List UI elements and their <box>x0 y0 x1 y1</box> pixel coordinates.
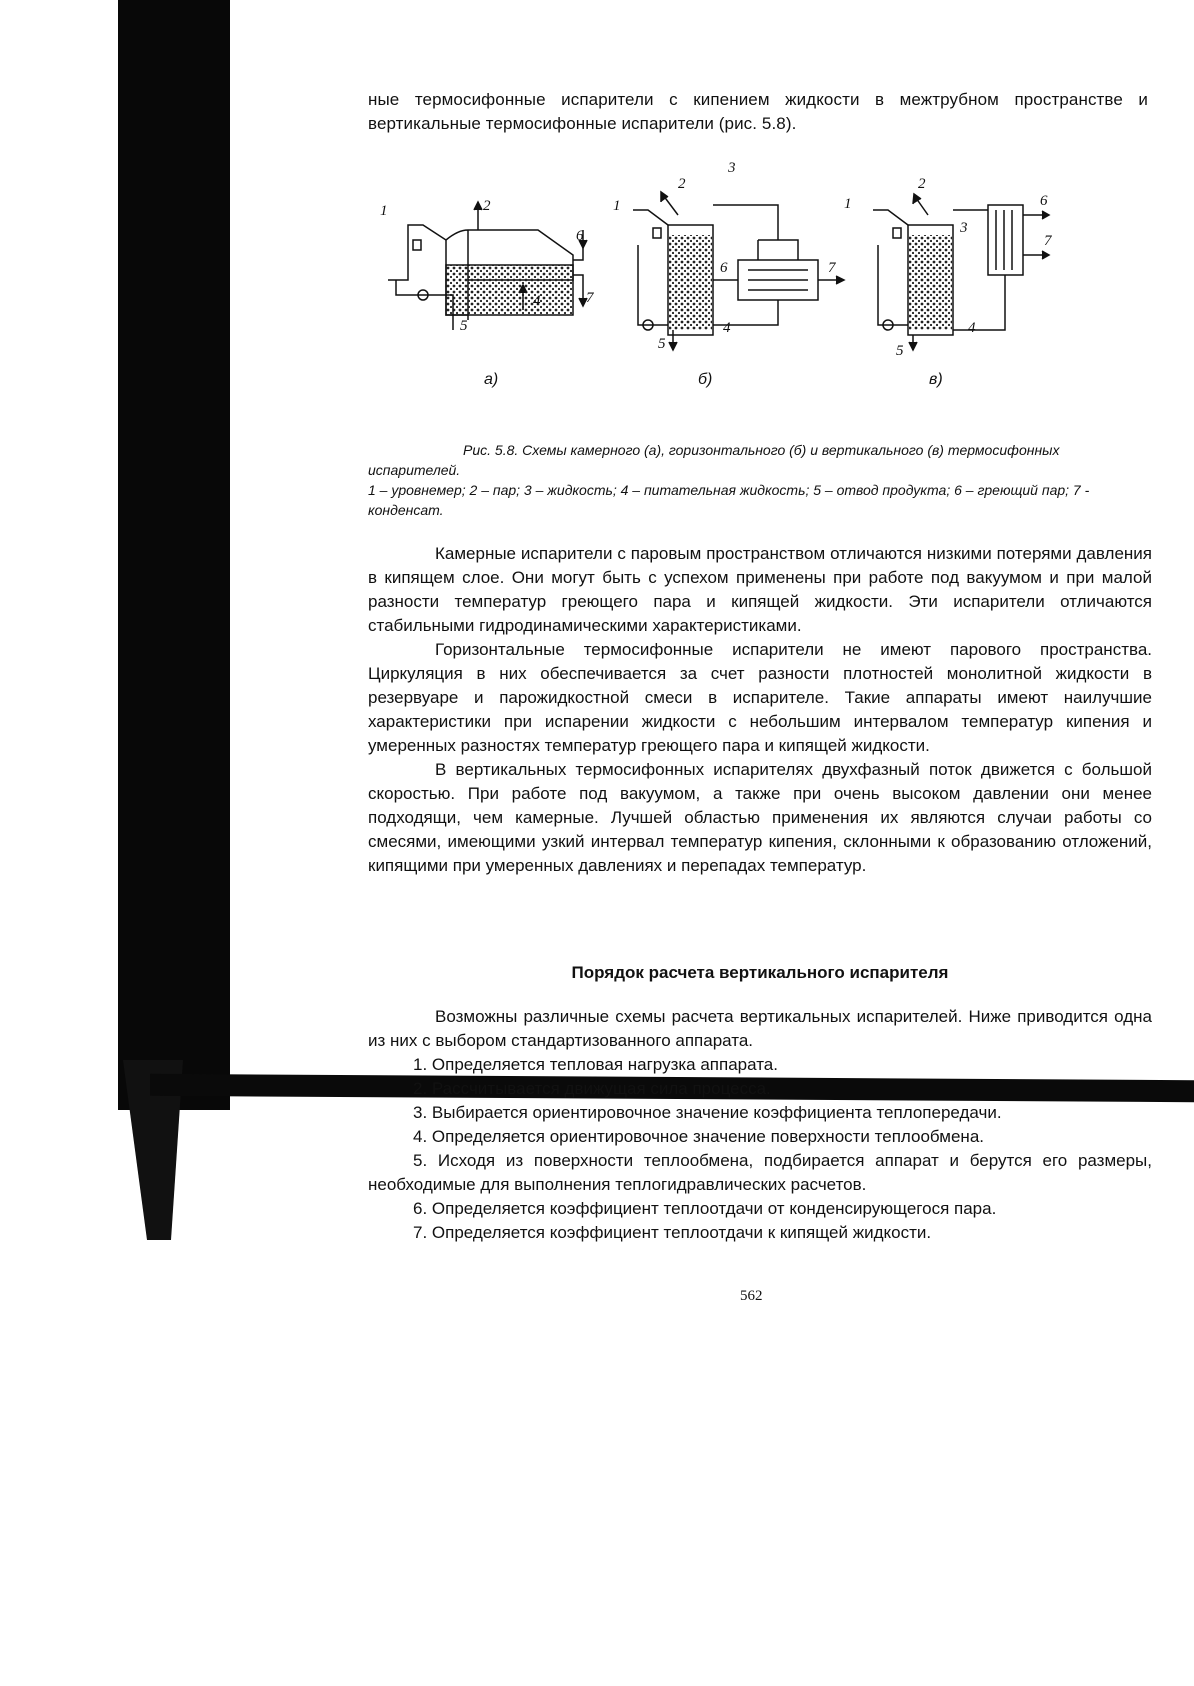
list-item: 6. Определяется коэффициент теплоотдачи от конденсирующегося пара. <box>413 1199 997 1218</box>
diagram-b-horizontal <box>633 192 844 350</box>
calc-steps <box>368 1053 1152 1245</box>
fig-c-label-1: 1 <box>844 196 852 212</box>
fig-a-label-4: 4 <box>533 293 541 309</box>
fig-c-label-4: 4 <box>968 320 976 336</box>
scan-edge-shadow <box>118 0 230 1110</box>
list-item: 1. Определяется тепловая нагрузка аппарата. <box>413 1055 778 1074</box>
fig-a-label-5: 5 <box>460 318 468 334</box>
fig-b-label-7: 7 <box>828 260 836 276</box>
caption-legend: 1 – уровнемер; 2 – пар; 3 – жидкость; 4 – питательная жидкость; 5 – отвод продукта; 6 – греющий пар; 7 - конденсат. <box>368 482 1090 518</box>
paragraph-2: Горизонтальные термосифонные испарители не имеют парового пространства. Циркуляция в них обеспечивается за счет разности плотностей монолитной жидкости в резервуаре и парожидкостной смеси в испарителе. Такие аппараты имеют наилучшие характеристики при испарении жидкости с небольшим интервалом температур кипения и умеренных разностях температур греющего пара и кипящей жидкости. <box>368 640 1152 755</box>
list-item: 7. Определяется коэффициент теплоотдачи к кипящей жидкости. <box>413 1223 932 1242</box>
fig-c-label-2: 2 <box>918 176 926 192</box>
list-item: 3. Выбирается ориентировочное значение коэффициента теплопередачи. <box>413 1103 1002 1122</box>
fig-c-label-6: 6 <box>1040 193 1048 209</box>
section-heading: Порядок расчета вертикального испарителя <box>571 963 949 982</box>
fig-b-label-3: 3 <box>728 160 736 176</box>
fig-c-label-7: 7 <box>1044 233 1052 249</box>
fig-c-label-5: 5 <box>896 343 904 359</box>
diagram-c-vertical <box>873 194 1049 350</box>
paragraph-1: Камерные испарители с паровым пространством отличаются низкими потерями давления в кипящем слое. Они могут быть с успехом применены при работе под вакуумом и при малой разности температур греющего пара и кипящей жидкости. Эти испарители отличаются стабильными гидродинамическими характеристиками. <box>368 544 1152 635</box>
fig-b-label-4: 4 <box>723 320 731 336</box>
panel-label-c: в) <box>929 371 943 388</box>
fig-c-label-3: 3 <box>960 220 968 236</box>
caption-title: Рис. 5.8. Схемы камерного (а), горизонтального (б) и вертикального (в) термосифонных испарителей. <box>368 442 1060 478</box>
calc-intro: Возможны различные схемы расчета вертикальных испарителей. Ниже приводится одна из них с выбором стандартизованного аппарата. <box>368 1007 1152 1050</box>
panel-label-a: а) <box>484 371 499 388</box>
figure-5-8 <box>368 160 1148 420</box>
list-item: 4. Определяется ориентировочное значение поверхности теплообмена. <box>413 1127 985 1146</box>
intro-block <box>368 88 1148 136</box>
list-item: 5. Исходя из поверхности теплообмена, подбирается аппарат и берутся его размеры, необходимые для выполнения теплогидравлических расчетов. <box>368 1151 1152 1194</box>
page-number: 562 <box>740 1288 763 1304</box>
fig-a-label-6: 6 <box>576 228 584 244</box>
body-text <box>368 542 1152 878</box>
list-item: 2. Рассчитывается движущая сила процесса. <box>413 1079 771 1098</box>
panel-label-b: б) <box>698 371 713 388</box>
figure-caption <box>368 440 1150 520</box>
diagram-a-chamber <box>388 202 587 330</box>
intro-text: ные термосифонные испарители с кипением жидкости в межтрубном пространстве и вертикальные термосифонные испарители (рис. 5.8). <box>368 90 1148 133</box>
fig-a-label-7: 7 <box>586 290 594 306</box>
fig-a-label-1: 1 <box>380 203 388 219</box>
figure-numbers <box>380 160 1053 359</box>
fig-b-label-5: 5 <box>658 336 666 352</box>
fig-b-label-2: 2 <box>678 176 686 192</box>
calc-section <box>368 1005 1152 1245</box>
fig-a-label-2: 2 <box>483 198 491 214</box>
fig-b-label-6: 6 <box>720 260 728 276</box>
fig-b-label-1: 1 <box>613 198 621 214</box>
paragraph-3: В вертикальных термосифонных испарителях двухфазный поток движется с большой скоростью. При работе под вакуумом, а также при очень высоком давлении они менее подходящи, чем камерные. Лучшей областью применения их являются случаи работы со смесями, имеющими узкий интервал температур кипения, склонными к образованию отложений, кипящими при умеренных давлениях и перепадах температур. <box>368 760 1152 875</box>
